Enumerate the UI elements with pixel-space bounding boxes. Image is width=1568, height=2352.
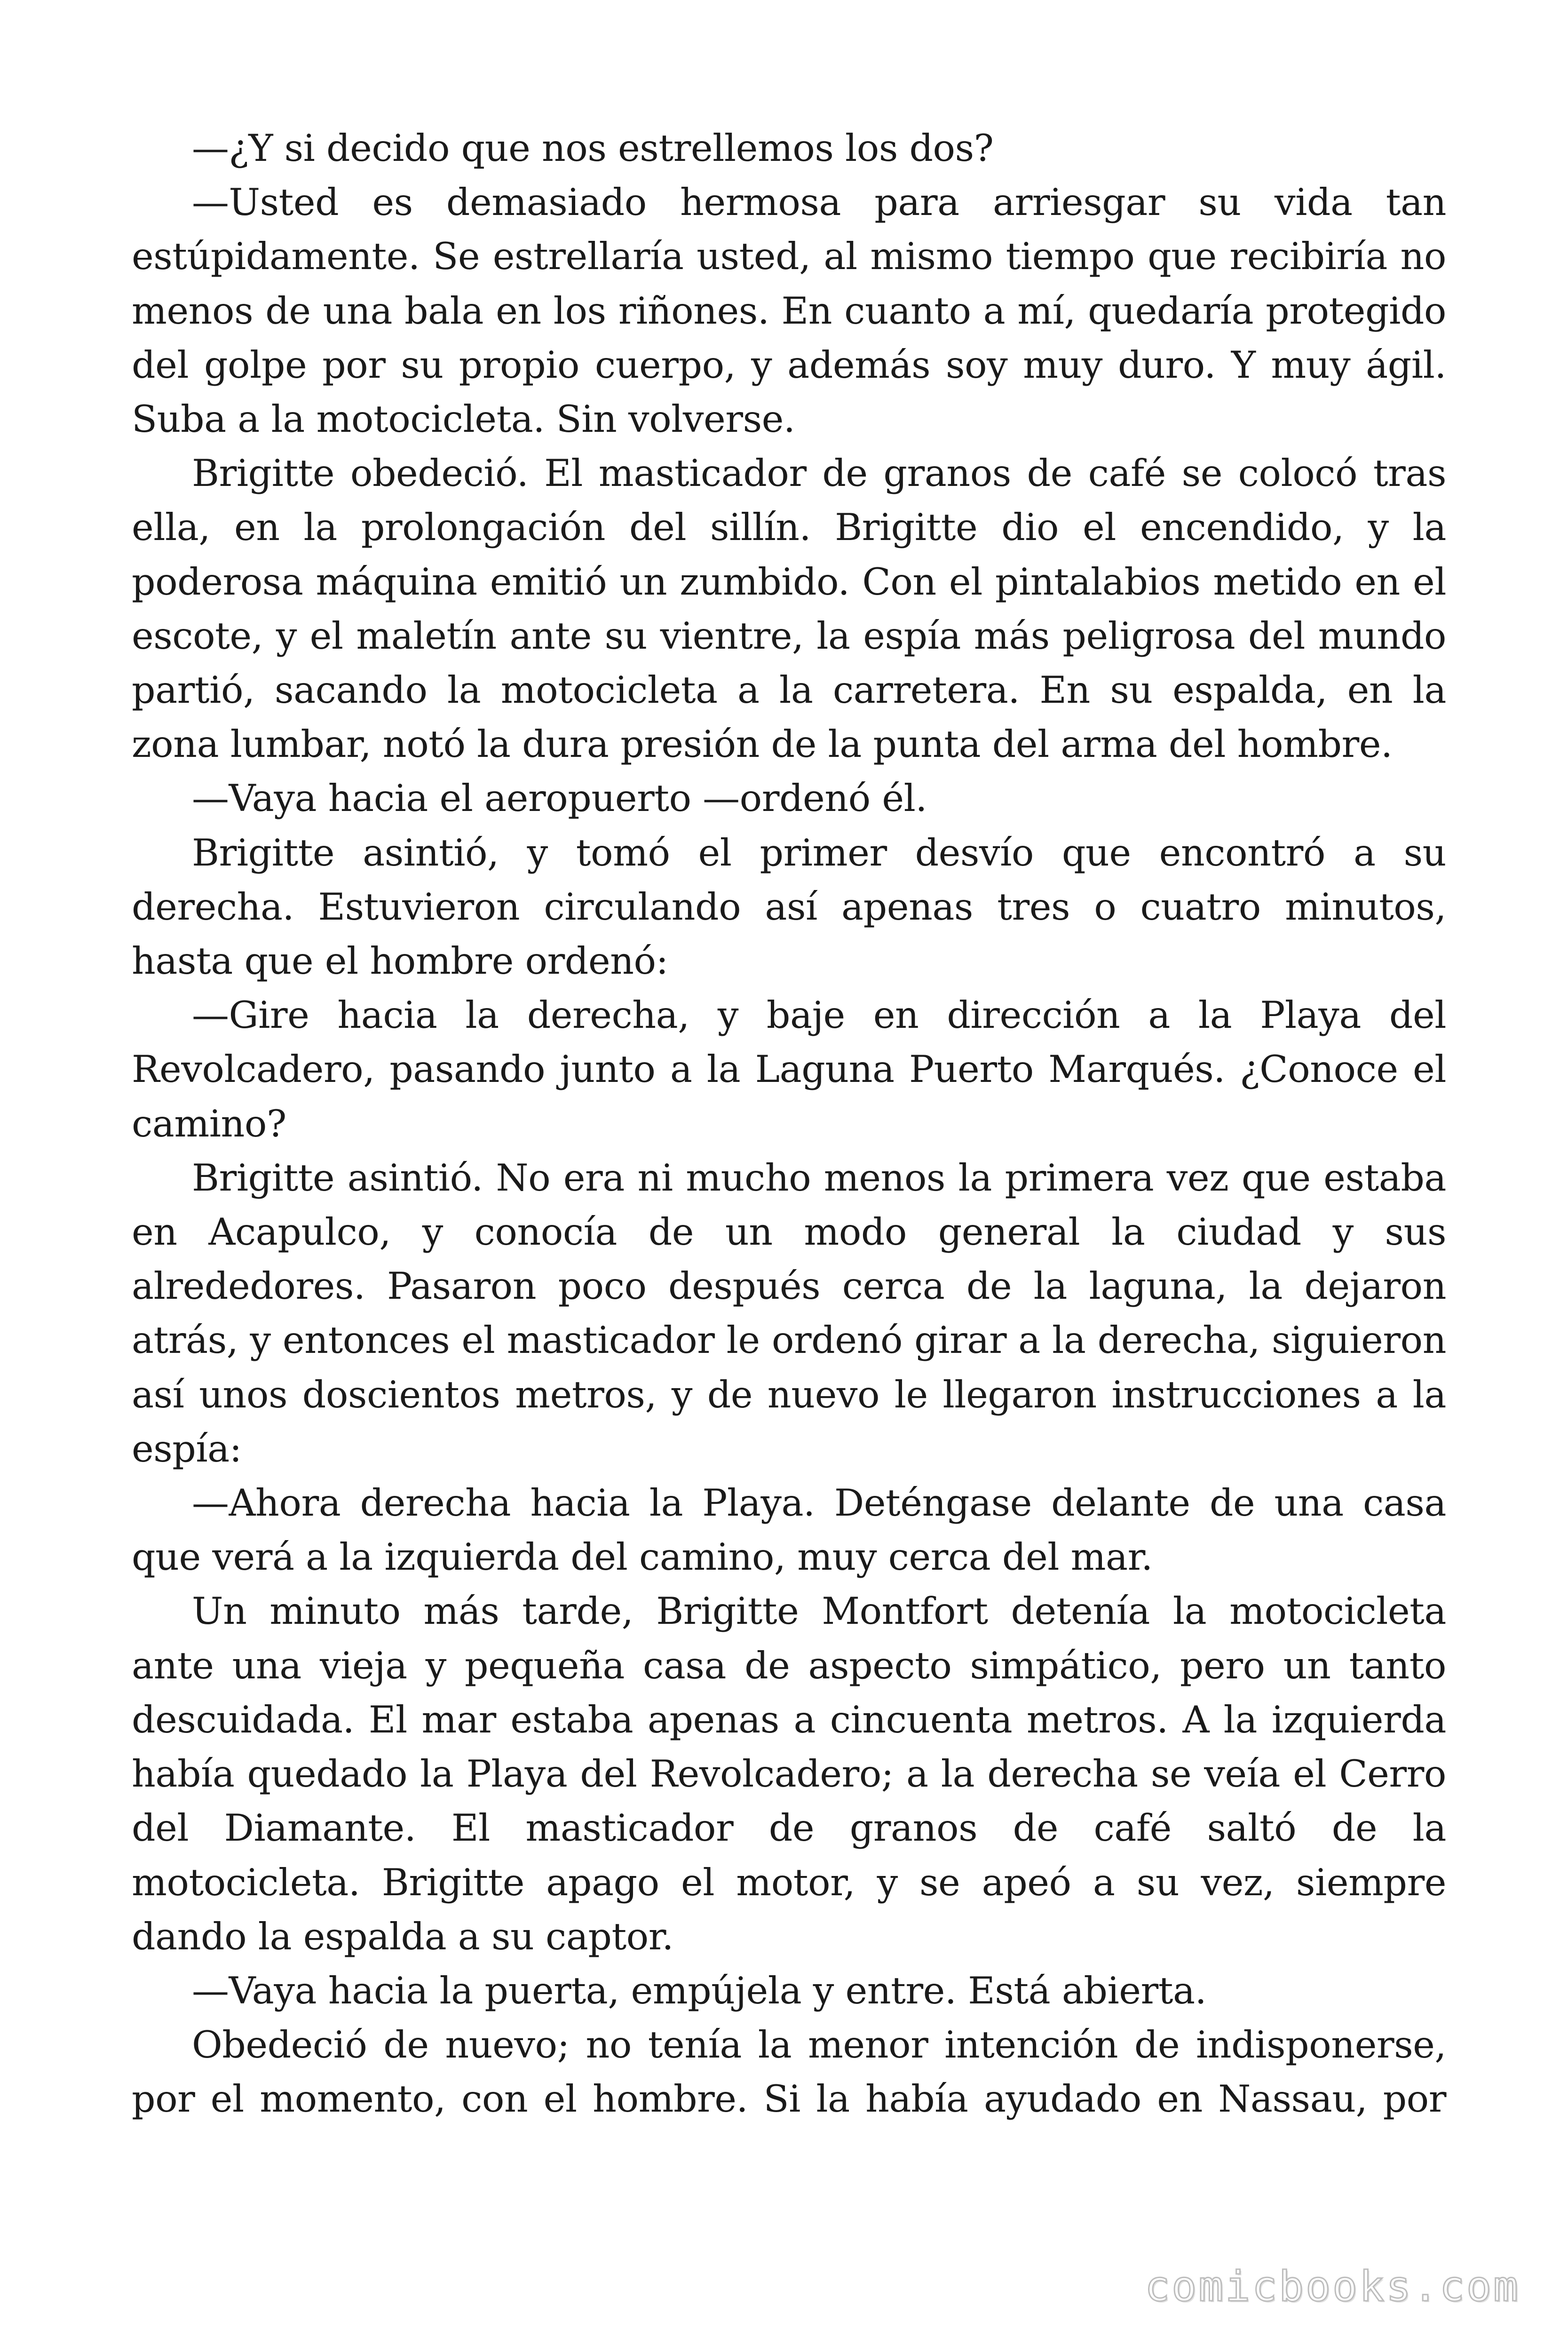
paragraph-dialogue-door: —Vaya hacia la puerta, empújela y entre. Está abierta.	[192, 1969, 1207, 2012]
paragraph-acapulco: Brigitte asintió. No era ni mucho menos la primera vez que estaba en Acapulco, y conocía de un modo general la ciudad y sus alrededores. Pasaron poco después cerca de la laguna, la dejaron atrás, y entonces el masticador le ordenó girar a la derecha, siguieron así unos doscientos metros, y de nuevo le llegaron instrucciones a la espía:	[132, 1156, 1446, 1470]
paragraph-obeys-again: Obedeció de nuevo; no tenía la menor intención de indisponerse, por el momento, con el hombre. Si la había ayudado en Nassau, por	[132, 2023, 1446, 2121]
paragraph-dialogue-airport: —Vaya hacia el aeropuerto —ordenó él.	[192, 777, 927, 820]
paragraph-dialogue-stop-house: —Ahora derecha hacia la Playa. Deténgase delante de una casa que verá a la izquierda del camino, muy cerca del mar.	[132, 1481, 1446, 1579]
watermark: comicbooks.com	[1145, 2262, 1520, 2311]
paragraph-dialogue-beautiful: —Usted es demasiado hermosa para arriesgar su vida tan estúpidamente. Se estrellaría usted, al mismo tiempo que recibiría no menos de una bala en los riñones. En cuanto a mí, quedaría protegido del golpe por su propio cuerpo, y además soy muy duro. Y muy ágil. Suba a la motocicleta. Sin volverse.	[132, 181, 1446, 441]
paragraph-brigitte-obeys: Brigitte obedeció. El masticador de granos de café se colocó tras ella, en la prolongación del sillín. Brigitte dio el encendido, y la poderosa máquina emitió un zumbido. Con el pintalabios metido en el escote, y el maletín ante su vientre, la espía más peligrosa del mundo partió, sacando la motocicleta a la carretera. En su espalda, en la zona lumbar, notó la dura presión de la punta del arma del hombre.	[132, 452, 1446, 766]
paragraph-house-arrival: Un minuto más tarde, Brigitte Montfort detenía la motocicleta ante una vieja y pequeña casa de aspecto simpático, pero un tanto descuidada. El mar estaba apenas a cincuenta metros. A la izquierda había quedado la Playa del Revolcadero; a la derecha se veía el Cerro del Diamante. El masticador de granos de café saltó de la motocicleta. Brigitte apago el motor, y se apeó a su vez, siempre dando la espalda a su captor.	[132, 1589, 1446, 1958]
paragraph-dialogue-crash: —¿Y si decido que nos estrellemos los dos?	[192, 127, 994, 170]
paragraph-first-turn: Brigitte asintió, y tomó el primer desvío que encontró a su derecha. Estuvieron circulando así apenas tres o cuatro minutos, hasta que el hombre ordenó:	[132, 831, 1446, 983]
paragraph-dialogue-turn-right: —Gire hacia la derecha, y baje en dirección a la Playa del Revolcadero, pasando junto a la Laguna Puerto Marqués. ¿Conoce el camino?	[132, 993, 1446, 1145]
text-column	[132, 121, 1446, 2127]
